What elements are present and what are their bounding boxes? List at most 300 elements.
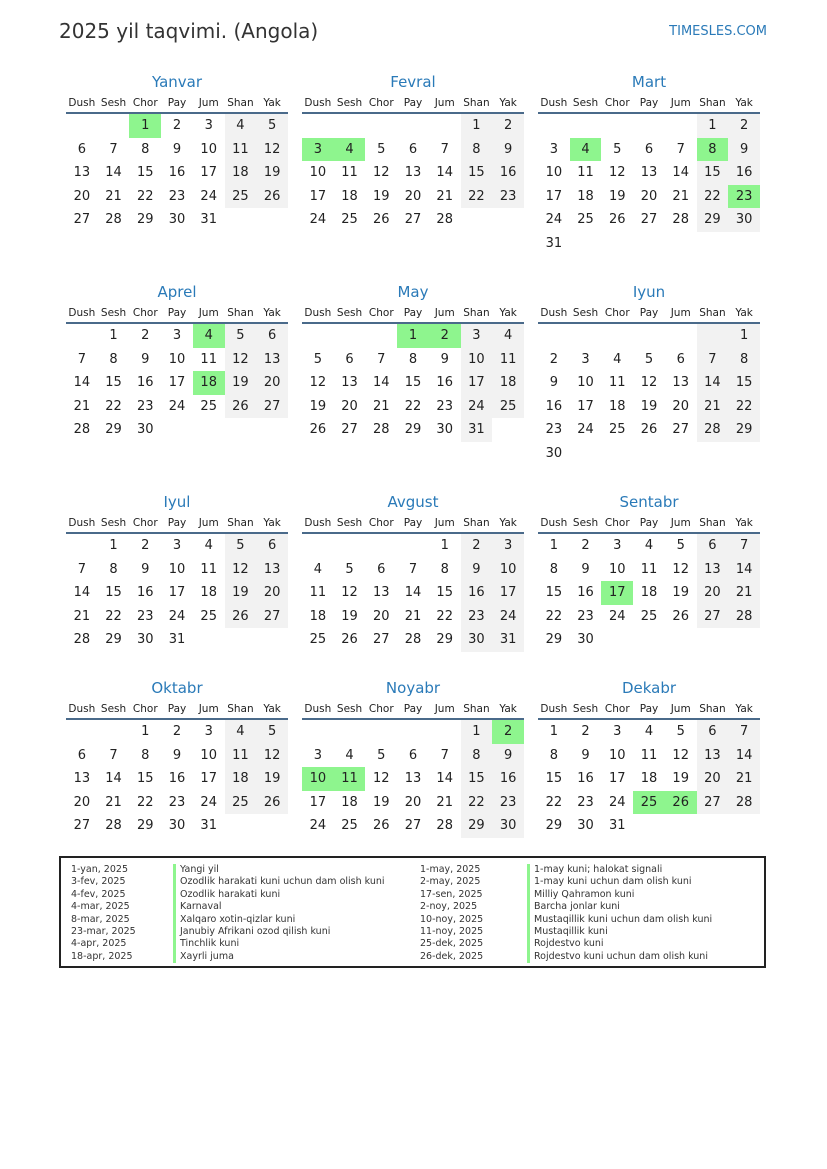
- day-cell: 8: [408, 351, 418, 367]
- empty-cell: [429, 114, 461, 138]
- weekday-label: Dush: [304, 307, 332, 319]
- empty-cell: [601, 324, 633, 348]
- day-cell: 15: [545, 771, 563, 787]
- weekday-label: Dush: [68, 517, 96, 529]
- holiday-day-cell: 26: [665, 791, 697, 815]
- day-cell: 1: [728, 324, 760, 348]
- day-cell: 20: [73, 794, 91, 810]
- day-cell: 28: [436, 212, 453, 228]
- empty-cell: [429, 720, 461, 744]
- day-cell: 14: [728, 744, 760, 768]
- day-cell: 9: [141, 351, 150, 367]
- day-cell: 23: [577, 794, 594, 810]
- day-cell: 15: [461, 767, 493, 791]
- weekday-label: Dush: [68, 703, 96, 715]
- day-cell: 9: [492, 744, 524, 768]
- day-cell: 13: [672, 375, 689, 391]
- day-grid: [538, 720, 760, 838]
- day-cell: 10: [200, 747, 217, 763]
- day-cell: 25: [341, 818, 358, 834]
- day-cell: 22: [461, 185, 493, 209]
- day-cell: 17: [309, 188, 327, 204]
- site-link[interactable]: TIMESLES.COM: [669, 24, 767, 39]
- day-cell: 29: [436, 632, 453, 648]
- weekday-label: Jum: [434, 97, 455, 109]
- day-cell: 27: [640, 212, 658, 228]
- weekday-label: Yak: [499, 517, 517, 529]
- day-cell: 12: [256, 744, 288, 768]
- day-cell: 19: [309, 398, 327, 414]
- weekday-label: Chor: [132, 307, 158, 319]
- weekday-label: Chor: [132, 517, 158, 529]
- day-cell: 24: [609, 608, 626, 624]
- month-name: Oktabr: [151, 679, 203, 697]
- day-cell: 4: [313, 561, 322, 577]
- legend-holiday-name: Milliy Qahramon kuni: [527, 889, 712, 901]
- day-cell: 17: [492, 581, 524, 605]
- legend-names-right: [527, 864, 712, 963]
- weekday-label: Dush: [540, 97, 568, 109]
- day-cell: 19: [609, 188, 626, 204]
- day-cell: 19: [225, 581, 257, 605]
- weekday-label: Dush: [68, 307, 96, 319]
- legend-date: 11-noy, 2025: [420, 925, 484, 937]
- weekday-label: Yak: [499, 97, 517, 109]
- legend-date: 2-noy, 2025: [420, 901, 478, 913]
- legend-holiday-name: 1-may kuni uchun dam olish kuni: [527, 876, 712, 888]
- day-cell: 17: [200, 165, 217, 181]
- empty-cell: [397, 720, 429, 744]
- day-cell: 5: [225, 324, 257, 348]
- month-aprel: [66, 280, 288, 442]
- holiday-day-cell: 4: [193, 324, 225, 348]
- day-cell: 20: [73, 188, 91, 204]
- day-cell: 22: [105, 608, 122, 624]
- day-cell: 30: [137, 632, 154, 648]
- day-cell: 31: [609, 818, 626, 834]
- day-cell: 19: [672, 585, 689, 601]
- day-cell: 24: [609, 794, 626, 810]
- day-cell: 9: [581, 747, 590, 763]
- day-cell: 8: [461, 744, 493, 768]
- day-cell: 13: [404, 771, 422, 787]
- day-cell: 15: [137, 165, 154, 181]
- day-cell: 28: [672, 212, 689, 228]
- day-cell: 22: [137, 188, 154, 204]
- day-cell: 5: [613, 141, 622, 157]
- weekday-label: Pay: [639, 307, 659, 319]
- day-cell: 10: [492, 558, 524, 582]
- day-grid: [66, 534, 288, 652]
- holiday-day-cell: 10: [302, 767, 334, 791]
- weekday-header: [66, 94, 288, 114]
- day-cell: 31: [200, 818, 217, 834]
- month-name: Yanvar: [151, 73, 203, 91]
- day-cell: 28: [728, 605, 760, 629]
- legend-date: 4-fev, 2025: [71, 888, 126, 900]
- day-cell: 19: [640, 398, 658, 414]
- weekday-label: Pay: [403, 97, 423, 109]
- day-cell: 17: [461, 371, 493, 395]
- weekday-header: [302, 304, 524, 324]
- weekday-header: [538, 304, 760, 324]
- empty-cell: [633, 324, 665, 348]
- weekday-header: [302, 94, 524, 114]
- empty-cell: [66, 720, 98, 744]
- weekday-label: Shan: [227, 97, 254, 109]
- weekday-label: Sesh: [336, 703, 363, 715]
- legend-date: 1-yan, 2025: [71, 864, 128, 875]
- legend-date: 18-apr, 2025: [71, 950, 133, 962]
- day-cell: 1: [440, 538, 449, 553]
- day-cell: 6: [77, 141, 86, 157]
- day-cell: 24: [577, 422, 594, 438]
- day-cell: 5: [225, 534, 257, 558]
- month-dekabr: [538, 676, 760, 838]
- day-grid: [538, 534, 760, 652]
- holiday-day-cell: 4: [334, 138, 366, 162]
- month-name: Iyun: [632, 283, 666, 301]
- day-cell: 2: [549, 351, 558, 367]
- day-cell: 10: [609, 747, 626, 763]
- day-cell: 28: [697, 418, 729, 442]
- day-cell: 9: [728, 138, 760, 162]
- weekday-label: Sesh: [572, 307, 599, 319]
- empty-cell: [365, 114, 397, 138]
- day-cell: 17: [200, 771, 217, 787]
- day-cell: 1: [461, 114, 493, 138]
- weekday-label: Pay: [403, 517, 423, 529]
- month-noyabr: [302, 676, 524, 838]
- day-cell: 18: [309, 608, 327, 624]
- day-cell: 9: [461, 558, 493, 582]
- day-cell: 22: [461, 791, 493, 815]
- day-cell: 31: [461, 418, 493, 442]
- day-cell: 14: [404, 585, 422, 601]
- day-cell: 23: [492, 791, 524, 815]
- day-cell: 30: [168, 818, 186, 834]
- day-cell: 17: [609, 771, 626, 787]
- day-cell: 4: [345, 747, 354, 763]
- weekday-label: Shan: [463, 703, 490, 715]
- day-cell: 23: [137, 398, 154, 414]
- day-cell: 18: [577, 188, 594, 204]
- day-cell: 26: [341, 632, 358, 648]
- legend-holiday-name: Rojdestvo kuni uchun dam olish kuni: [527, 951, 712, 963]
- day-cell: 21: [672, 188, 689, 204]
- weekday-label: Pay: [167, 517, 187, 529]
- weekday-label: Chor: [368, 97, 394, 109]
- day-cell: 3: [172, 328, 182, 343]
- empty-cell: [697, 324, 729, 348]
- day-cell: 12: [609, 165, 626, 181]
- legend-holiday-name: Rojdestvo kuni: [527, 938, 712, 950]
- weekday-label: Sesh: [100, 97, 127, 109]
- empty-cell: [334, 114, 366, 138]
- weekday-label: Sesh: [100, 703, 127, 715]
- day-cell: 21: [404, 608, 422, 624]
- empty-cell: [98, 114, 130, 138]
- legend-holiday-name: Ozodlik harakati kuni uchun dam olish kuni: [173, 876, 385, 888]
- month-name: Avgust: [387, 493, 439, 511]
- legend-holiday-name: Mustaqillik kuni: [527, 926, 712, 938]
- day-cell: 30: [577, 632, 594, 648]
- day-cell: 14: [73, 585, 91, 601]
- weekday-label: Shan: [699, 307, 726, 319]
- day-cell: 16: [168, 165, 186, 181]
- day-cell: 4: [644, 724, 654, 739]
- weekday-label: Yak: [499, 703, 517, 715]
- empty-cell: [570, 324, 602, 348]
- legend-holiday-name: 1-may kuni; halokat signali: [527, 864, 712, 876]
- day-cell: 12: [309, 375, 327, 391]
- weekday-label: Jum: [198, 307, 219, 319]
- day-grid: [538, 324, 760, 466]
- day-cell: 5: [256, 720, 288, 744]
- day-cell: 20: [672, 398, 689, 414]
- day-cell: 8: [109, 561, 118, 577]
- day-cell: 3: [204, 118, 213, 133]
- day-cell: 15: [105, 375, 122, 391]
- day-cell: 14: [728, 558, 760, 582]
- empty-cell: [538, 114, 570, 138]
- day-cell: 22: [728, 395, 760, 419]
- weekday-label: Pay: [403, 703, 423, 715]
- day-cell: 5: [345, 561, 354, 577]
- weekday-label: Yak: [263, 517, 281, 529]
- day-cell: 4: [644, 538, 654, 553]
- weekday-label: Pay: [639, 703, 659, 715]
- day-cell: 6: [345, 351, 354, 367]
- weekday-label: Shan: [227, 307, 254, 319]
- day-cell: 16: [492, 161, 524, 185]
- empty-cell: [334, 720, 366, 744]
- day-cell: 12: [341, 585, 358, 601]
- legend-date: 10-noy, 2025: [420, 913, 484, 925]
- legend-holiday-name: Mustaqillik kuni uchun dam olish kuni: [527, 914, 712, 926]
- day-cell: 28: [105, 818, 122, 834]
- day-cell: 14: [697, 371, 729, 395]
- month-name: Mart: [631, 73, 667, 91]
- weekday-label: Chor: [132, 97, 158, 109]
- day-cell: 1: [141, 724, 150, 739]
- day-cell: 6: [644, 141, 654, 157]
- month-fevral: [302, 70, 524, 232]
- day-cell: 15: [436, 585, 453, 601]
- day-cell: 13: [640, 165, 658, 181]
- legend-holiday-name: Tinchlik kuni: [173, 938, 385, 950]
- day-cell: 1: [549, 724, 558, 739]
- day-cell: 19: [373, 794, 390, 810]
- day-cell: 20: [256, 581, 288, 605]
- day-cell: 8: [141, 747, 150, 763]
- day-cell: 25: [200, 608, 217, 624]
- day-cell: 6: [256, 324, 288, 348]
- day-cell: 14: [436, 165, 453, 181]
- day-cell: 20: [404, 188, 422, 204]
- weekday-label: Sesh: [336, 307, 363, 319]
- day-cell: 6: [697, 534, 729, 558]
- weekday-label: Jum: [198, 517, 219, 529]
- day-cell: 3: [492, 534, 524, 558]
- empty-cell: [334, 534, 366, 558]
- day-cell: 27: [341, 422, 358, 438]
- legend-dates-right: [420, 864, 483, 963]
- day-cell: 12: [256, 138, 288, 162]
- day-cell: 14: [436, 771, 453, 787]
- day-cell: 14: [373, 375, 390, 391]
- holiday-day-cell: 4: [570, 138, 602, 162]
- day-cell: 28: [105, 212, 122, 228]
- day-cell: 20: [373, 608, 390, 624]
- day-cell: 16: [577, 585, 594, 601]
- day-cell: 14: [672, 165, 689, 181]
- page-title: 2025 yil taqvimi. (Angola): [59, 19, 319, 43]
- day-cell: 12: [672, 747, 689, 763]
- empty-cell: [365, 324, 397, 348]
- day-cell: 10: [200, 141, 217, 157]
- day-cell: 7: [77, 351, 86, 367]
- day-cell: 13: [341, 375, 358, 391]
- day-cell: 29: [137, 818, 154, 834]
- holiday-day-cell: 11: [334, 767, 366, 791]
- legend-holiday-name: Janubiy Afrikani ozod qilish kuni: [173, 926, 385, 938]
- day-cell: 19: [672, 771, 689, 787]
- day-cell: 2: [172, 118, 182, 133]
- day-cell: 24: [492, 605, 524, 629]
- day-cell: 10: [577, 375, 594, 391]
- day-cell: 12: [672, 561, 689, 577]
- day-cell: 31: [200, 212, 217, 228]
- weekday-label: Jum: [670, 703, 691, 715]
- weekday-label: Sesh: [100, 517, 127, 529]
- day-cell: 24: [309, 212, 327, 228]
- day-cell: 31: [545, 235, 563, 251]
- day-cell: 22: [697, 185, 729, 209]
- day-cell: 21: [73, 398, 91, 414]
- weekday-label: Pay: [167, 307, 187, 319]
- day-cell: 7: [440, 141, 449, 157]
- day-cell: 20: [256, 371, 288, 395]
- day-grid: [302, 324, 524, 442]
- day-cell: 8: [440, 561, 449, 577]
- weekday-label: Shan: [463, 517, 490, 529]
- weekday-label: Dush: [540, 517, 568, 529]
- day-cell: 24: [200, 794, 217, 810]
- day-cell: 7: [697, 348, 729, 372]
- day-cell: 19: [225, 371, 257, 395]
- day-cell: 9: [141, 561, 150, 577]
- day-cell: 28: [73, 422, 91, 438]
- legend-holiday-name: Xayrli juma: [173, 951, 385, 963]
- day-cell: 27: [73, 212, 91, 228]
- day-cell: 20: [697, 581, 729, 605]
- day-cell: 15: [728, 371, 760, 395]
- day-cell: 23: [137, 608, 154, 624]
- weekday-label: Pay: [403, 307, 423, 319]
- day-cell: 8: [141, 141, 150, 157]
- day-cell: 30: [545, 445, 563, 461]
- day-cell: 2: [172, 724, 182, 739]
- legend-dates-left: [71, 864, 136, 963]
- day-cell: 27: [373, 632, 390, 648]
- day-cell: 18: [341, 794, 358, 810]
- day-cell: 26: [225, 395, 257, 419]
- legend-date: 17-sen, 2025: [420, 888, 483, 900]
- day-cell: 6: [77, 747, 86, 763]
- day-cell: 23: [168, 188, 186, 204]
- day-cell: 24: [309, 818, 327, 834]
- day-grid: [302, 534, 524, 652]
- month-name: May: [397, 283, 429, 301]
- month-name: Noyabr: [385, 679, 441, 697]
- day-cell: 11: [577, 165, 594, 181]
- weekday-label: Yak: [263, 307, 281, 319]
- day-cell: 10: [609, 561, 626, 577]
- day-cell: 7: [408, 561, 418, 577]
- weekday-label: Jum: [198, 703, 219, 715]
- month-sentabr: [538, 490, 760, 652]
- day-grid: [66, 720, 288, 838]
- day-cell: 7: [109, 141, 118, 157]
- day-cell: 13: [256, 558, 288, 582]
- day-cell: 8: [549, 747, 558, 763]
- weekday-header: [538, 700, 760, 720]
- empty-cell: [570, 114, 602, 138]
- weekday-label: Dush: [68, 97, 96, 109]
- month-name: Fevral: [390, 73, 436, 91]
- day-cell: 26: [225, 605, 257, 629]
- day-cell: 4: [225, 720, 257, 744]
- day-cell: 9: [440, 351, 449, 367]
- day-cell: 5: [256, 114, 288, 138]
- day-cell: 15: [461, 161, 493, 185]
- day-cell: 13: [404, 165, 422, 181]
- day-cell: 26: [373, 818, 390, 834]
- day-cell: 7: [728, 534, 760, 558]
- weekday-label: Yak: [735, 97, 753, 109]
- day-cell: 11: [341, 165, 358, 181]
- day-grid: [302, 114, 524, 232]
- weekday-label: Pay: [639, 517, 659, 529]
- day-cell: 16: [137, 375, 154, 391]
- day-cell: 2: [492, 114, 524, 138]
- day-cell: 26: [373, 212, 390, 228]
- day-cell: 4: [492, 324, 524, 348]
- day-cell: 28: [436, 818, 453, 834]
- day-cell: 29: [545, 818, 563, 834]
- day-cell: 5: [676, 724, 685, 739]
- day-cell: 25: [492, 395, 524, 419]
- day-cell: 25: [309, 632, 327, 648]
- day-cell: 6: [256, 534, 288, 558]
- day-cell: 25: [341, 212, 358, 228]
- day-cell: 30: [577, 818, 594, 834]
- day-cell: 8: [461, 138, 493, 162]
- month-avgust: [302, 490, 524, 652]
- day-cell: 16: [168, 771, 186, 787]
- day-grid: [66, 324, 288, 442]
- day-cell: 2: [141, 538, 150, 553]
- weekday-label: Dush: [304, 517, 332, 529]
- holiday-day-cell: 8: [697, 138, 729, 162]
- day-cell: 21: [105, 794, 122, 810]
- day-cell: 6: [408, 747, 418, 763]
- empty-cell: [665, 114, 697, 138]
- month-name: Dekabr: [621, 679, 677, 697]
- empty-cell: [397, 534, 429, 558]
- day-cell: 10: [168, 351, 186, 367]
